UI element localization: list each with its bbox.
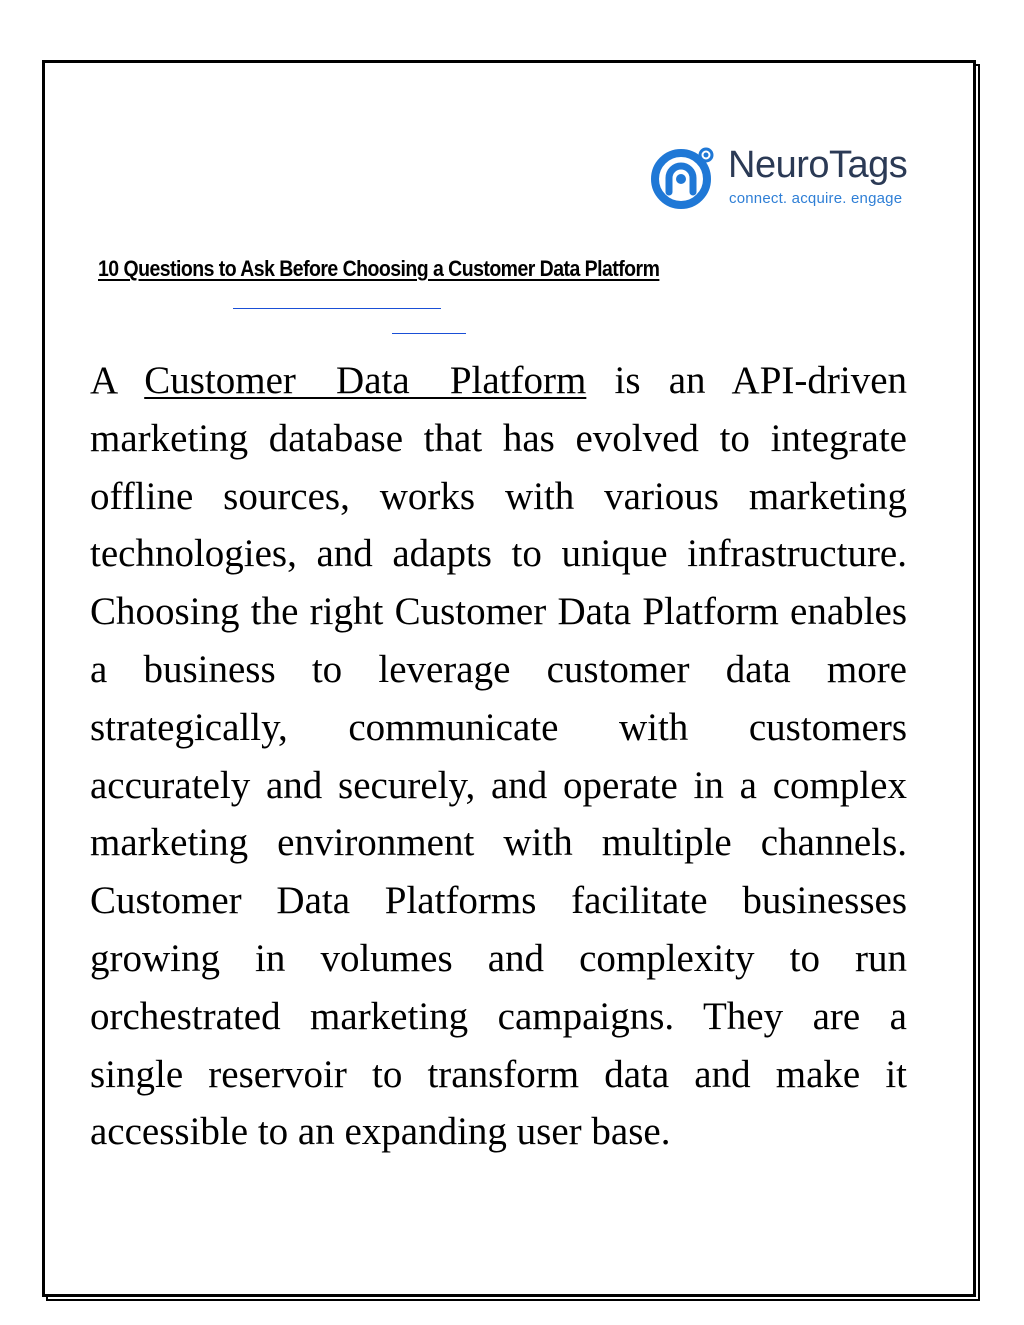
brand-name: NeuroTags xyxy=(728,146,908,186)
page-title: 10 Questions to Ask Before Choosing a Customer Data Platform xyxy=(98,256,660,281)
hyperlink-underline xyxy=(392,333,466,334)
intro-body: is an API-driven marketing database that has evolved to integrate offline sources, works with various marketing technologies, and adapts to unique infrastructure. Choosing the right Customer Data Platform enables a business to leverage customer data more strategically, communicate with customers accurately and securely, and operate in a complex marketing environment with multiple channels. Customer Data Platforms facilitate businesses growing in volumes and complexity to run orchestrated marketing campaigns. They are a single reservoir to transform data and make it accessible to an expanding user base. xyxy=(90,359,907,1154)
brand-tagline: connect. acquire. engage xyxy=(729,190,903,207)
customer-data-platform-link[interactable]: Customer Data Platform xyxy=(144,359,587,402)
hyperlink-underline xyxy=(233,308,441,309)
neurotags-logo-icon xyxy=(650,146,716,210)
brand-logo xyxy=(650,146,940,210)
intro-lead: A xyxy=(90,359,145,402)
intro-paragraph xyxy=(90,352,907,1161)
